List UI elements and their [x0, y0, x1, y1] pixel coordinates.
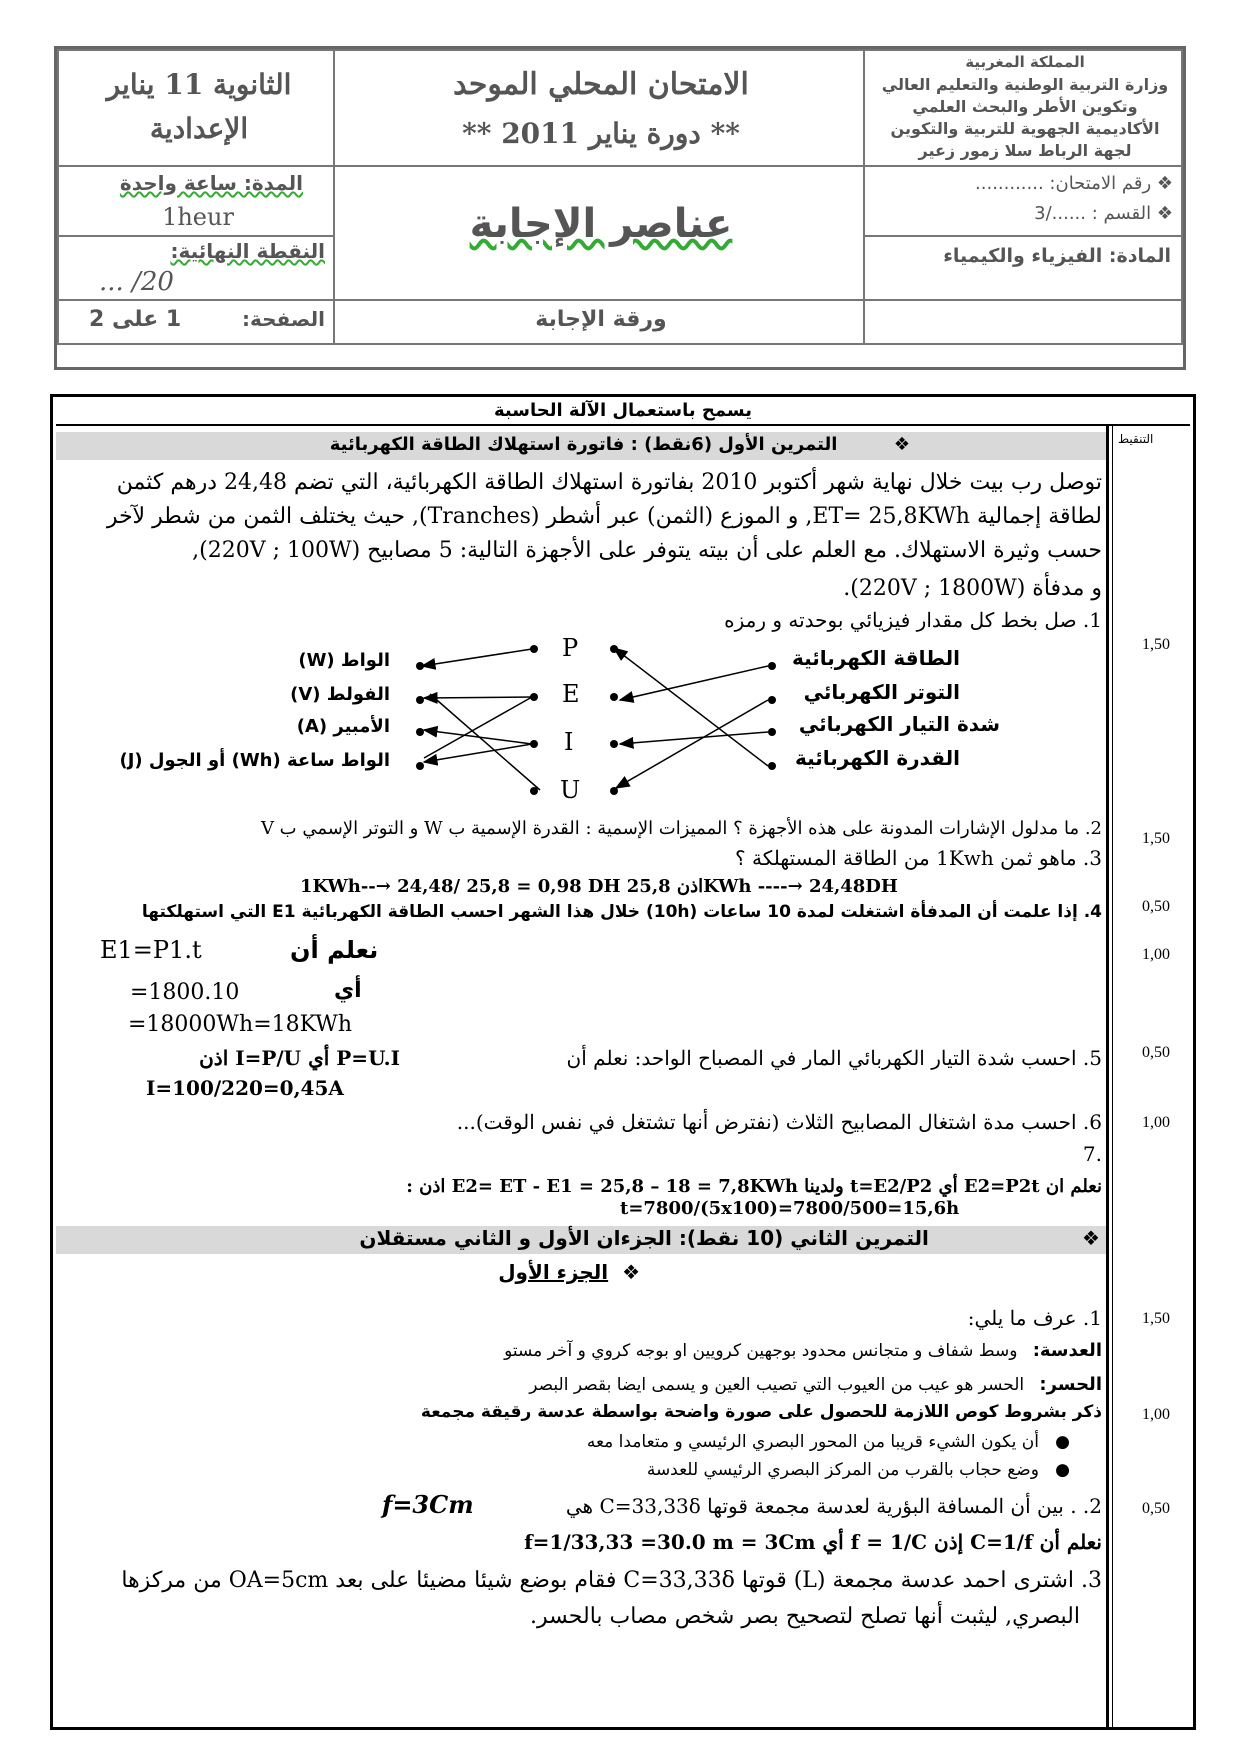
- q5-answer: P=U.I أي I=P/U اذن: [199, 1046, 400, 1070]
- condition-2: ● وضع حجاب بالقرب من المركز البصري الرئيسي للعدسة: [646, 1460, 1070, 1480]
- ministry-line-5: لجهة الرباط سلا زمور زعير: [918, 141, 1132, 160]
- school-logo: الثانوية 11 يناير الإعدادية: [106, 68, 292, 145]
- unit-watt-hour: الواط ساعة (Wh) أو الجول (J): [119, 750, 390, 771]
- lens-definition: العدسة: وسط شفاف و متجانس محدود بوجهين كرويين او بوجه كروي و آخر مستو: [504, 1340, 1102, 1361]
- exercise1-title: ❖ التمرين الأول (6نقط) : فاتورة استهلاك الطاقة الكهربائية: [329, 434, 910, 455]
- line-e-volt: [424, 697, 532, 698]
- final-mark-label: النقطة النهائية:: [170, 239, 325, 263]
- conditions-title: ذكر بشروط كوص اللازمة للحصول على صورة واضحة بواسطة عدسة رقيقة مجمعة: [420, 1402, 1102, 1422]
- q6-text: 6. احسب مدة اشتغال المصابيح الثلاث (نفترض أنها تشتغل في نفس الوقت)...: [456, 1110, 1102, 1134]
- duration-value: 1heur: [162, 203, 234, 231]
- ex2-q3-line-1: 3. اشترى احمد عدسة مجمعة (L) قوتها C=33,33δ فقام بوضع شيئا مضيئا على بعد OA=5cm من مركزها: [121, 1568, 1102, 1593]
- q7-answer: نعلم ان E2=P2t أي t=E2/P2 ولدينا E2= ET - E1 = 25,8 – 18 = 7,8KWh اذن :: [406, 1176, 1102, 1197]
- line-energy-e: [620, 666, 768, 700]
- intro-line-1: توصل رب بيت خلال نهاية شهر أكتوبر 2010 بفاتورة استهلاك الطاقة الكهربائية، التي تضم 24,48 درهم كثمن: [116, 470, 1102, 495]
- duration-label: المدة: ساعة واحدة: [119, 171, 303, 195]
- intro-line-2: لطاقة إجمالية ET= 25,8KWh, و الموزع (الثمن) عبر أشطر (Tranches), حيث يختلف الثمن من شطر لآخر: [106, 504, 1102, 529]
- q4-formula: E1=P1.t: [100, 936, 202, 964]
- q5-text: 5. احسب شدة التيار الكهربائي المار في المصباح الواحد: نعلم أن: [566, 1046, 1102, 1070]
- q7-result: t=7800/(5x100)=7800/500=15,6h: [620, 1198, 960, 1219]
- score-q5: 0,50: [1142, 1044, 1170, 1061]
- q4-ie: أي: [334, 978, 362, 1003]
- ministry-line-1: المملكة المغربية: [965, 53, 1085, 71]
- myopia-definition: الحسر: الحسر هو عيب من العيوب التي تصيب العين و يسمى ايضا بقصر البصر: [529, 1374, 1102, 1395]
- part1-title: ❖ الجزء الأول: [498, 1260, 640, 1284]
- q4-text: 4. إذا علمت أن المدفأة اشتغلت لمدة 10 ساعات (10h) خلال هذا الشهر احسب الطاقة الكهربائية E1 التي استهلكتها: [141, 902, 1102, 922]
- ex2-q3-line-2: البصري, ليثبت أنها تصلح لتصحيح بصر شخص مصاب بالحسر.: [530, 1604, 1080, 1629]
- line-i-ampere: [424, 730, 532, 744]
- answer-elements-title: عناصر الإجابة: [469, 201, 733, 247]
- ex2-q2-value: f=3Cm: [382, 1490, 474, 1519]
- page-label: الصفحة:: [241, 307, 325, 331]
- ministry-line-4: الأكاديمية الجهوية للتربية والتكوين: [890, 119, 1160, 138]
- answer-sheet-title: ورقة الإجابة: [535, 307, 667, 332]
- class-field: ❖ القسم : ....../3: [1034, 203, 1173, 224]
- quantity-current: شدة التيار الكهربائي: [798, 712, 1000, 736]
- score-q2: 1,50: [1142, 830, 1170, 847]
- q5-result: I=100/220=0,45A: [146, 1076, 344, 1100]
- q3-answer: 1KWh--→ 24,48/ 25,8 = 0,98 DH اذن 25,8KWh ----→ 24,48DH: [300, 876, 898, 897]
- q3-text: 3. ماهو ثمن 1Kwh من الطاقة المستهلكة ؟: [735, 846, 1102, 870]
- ex2-q2-answer: نعلم أن C=1/f إذن f = 1/C أي f=1/33,33 =30.0 m = 3Cm: [524, 1530, 1102, 1554]
- line-power-p: [614, 648, 768, 766]
- score-q4b: 1,00: [1142, 946, 1170, 963]
- q7-number: .7: [1082, 1142, 1102, 1166]
- exercise2-title: ❖ التمرين الثاني (10 نقط): الجزءان الأول و الثاني مستقلان: [359, 1226, 1100, 1250]
- page-value: 1 على 2: [89, 307, 182, 332]
- unit-ampere: الأمبير (A): [296, 716, 390, 737]
- line-p-watt: [422, 649, 532, 666]
- score-ex2-conditions: 1,00: [1142, 1406, 1170, 1423]
- line-p-wh-cross: [424, 697, 532, 758]
- score-ex2-q2: 0,50: [1142, 1500, 1170, 1517]
- calculator-note: يسمح باستعمال الآلة الحاسبة: [494, 400, 752, 421]
- ex2-q1: 1. عرف ما يلي:: [967, 1306, 1102, 1330]
- symbol-e: E: [562, 680, 580, 708]
- exam-title: الامتحان المحلي الموحد: [453, 67, 749, 102]
- intro-line-3: حسب وثيرة الاستهلاك. مع العلم على أن بيته يتوفر على الأجهزة التالية: 5 مصابيح (220V ; 100W),: [192, 538, 1102, 563]
- score-ex2-q1: 1,50: [1142, 1310, 1170, 1327]
- quantity-power: القدرة الكهربائية: [794, 746, 960, 770]
- ministry-line-3: وتكوين الأطر والبحث العلمي: [912, 97, 1138, 116]
- quantity-energy: الطاقة الكهربائية: [791, 646, 960, 670]
- subject: المادة: الفيزياء والكيمياء: [943, 245, 1171, 267]
- score-q1: 1,50: [1142, 636, 1170, 653]
- intro-line-4: و مدفأة (220V ; 1800W).: [843, 576, 1102, 601]
- line-u-volt-a: [430, 694, 540, 790]
- symbol-i: I: [564, 728, 574, 756]
- exam-number: ❖ رقم الامتحان: ............: [975, 173, 1173, 194]
- exam-session: ** دورة يناير 2011 **: [462, 117, 740, 150]
- q1-text: 1. صل بخط كل مقدار فيزيائي بوحدته و رمزه: [724, 608, 1102, 632]
- quantity-voltage: التوتر الكهربائي: [803, 680, 960, 704]
- final-mark-value: ... /20: [99, 267, 174, 297]
- ministry-line-2: وزارة التربية الوطنية والتعليم العالي: [881, 75, 1169, 94]
- q4-calc-2: =18000Wh=18KWh: [128, 1012, 353, 1037]
- symbol-u: U: [560, 776, 581, 804]
- unit-volt: الفولط (V): [290, 684, 390, 705]
- q2-text: 2. ما مدلول الإشارات المدونة على هذه الأجهزة ؟ المميزات الإسمية : القدرة الإسمية ب W و التوتر الإسمي ب V: [260, 818, 1102, 839]
- q4-calc-1: =1800.10: [130, 980, 240, 1005]
- symbol-p: P: [562, 634, 579, 662]
- score-q4a: 0,50: [1142, 898, 1170, 915]
- score-header: التنقيط: [1118, 432, 1154, 446]
- unit-watt: الواط (W): [298, 650, 390, 671]
- condition-1: ● أن يكون الشيء قريبا من المحور البصري الرئيسي و متعامدا معه: [586, 1432, 1070, 1452]
- score-q6: 1,00: [1142, 1114, 1170, 1131]
- q4-know: نعلم أن: [290, 936, 379, 964]
- line-voltage-u: [616, 700, 768, 788]
- ex2-q2: 2. . بين أن المسافة البؤرية لعدسة مجمعة قوتها C=33,33δ هي: [565, 1494, 1102, 1518]
- line-i-wh: [424, 744, 532, 762]
